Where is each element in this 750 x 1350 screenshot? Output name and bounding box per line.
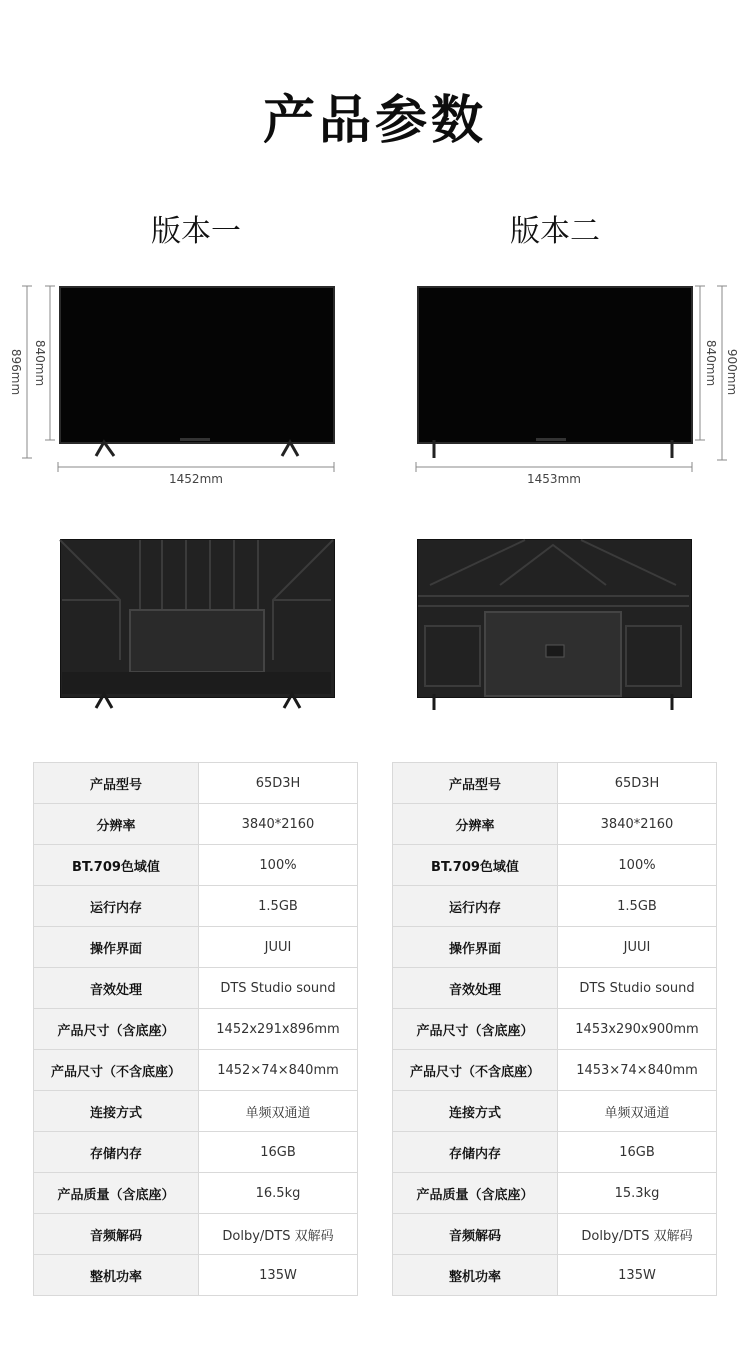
spec-value: 1.5GB <box>199 886 358 927</box>
spec-value: 16.5kg <box>199 1173 358 1214</box>
table-row <box>393 1009 717 1050</box>
table-row <box>34 1214 358 1255</box>
spec-value: 1.5GB <box>558 886 717 927</box>
tv2-width-label: 1453mm <box>527 472 581 486</box>
spec-label: 音效处理 <box>393 968 558 1009</box>
spec-value: 100% <box>558 845 717 886</box>
table-row <box>34 804 358 845</box>
table-row <box>34 1050 358 1091</box>
spec-label: 连接方式 <box>393 1091 558 1132</box>
version-two-title: 版本二 <box>510 214 600 249</box>
spec-label: BT.709色域值 <box>34 845 199 886</box>
table-row <box>34 968 358 1009</box>
spec-label: 存储内存 <box>34 1132 199 1173</box>
table-row <box>393 886 717 927</box>
spec-label: 整机功率 <box>34 1255 199 1296</box>
page-title: 产品参数 <box>262 91 487 151</box>
tv1-height-screen: 840mm <box>33 339 47 387</box>
spec-value: 65D3H <box>199 763 358 804</box>
spec-value: 135W <box>199 1255 358 1296</box>
table-row <box>393 968 717 1009</box>
spec-label: 音频解码 <box>393 1214 558 1255</box>
table-row <box>393 804 717 845</box>
spec-value: 65D3H <box>558 763 717 804</box>
spec-label: 运行内存 <box>34 886 199 927</box>
tv2-height-with-stand: 900mm <box>725 348 739 396</box>
spec-value: DTS Studio sound <box>558 968 717 1009</box>
spec-label: 音频解码 <box>34 1214 199 1255</box>
spec-label: 连接方式 <box>34 1091 199 1132</box>
spec-label: 产品型号 <box>34 763 199 804</box>
spec-value: 单频双通道 <box>558 1091 717 1132</box>
table-row <box>34 1091 358 1132</box>
spec-value: 16GB <box>558 1132 717 1173</box>
spec-label: 操作界面 <box>34 927 199 968</box>
spec-label: 分辨率 <box>393 804 558 845</box>
spec-label: 存储内存 <box>393 1132 558 1173</box>
spec-label: 产品尺寸（不含底座） <box>393 1050 558 1091</box>
spec-value: JUUI <box>558 927 717 968</box>
table-row <box>393 1091 717 1132</box>
table-row <box>393 845 717 886</box>
table-row <box>34 1009 358 1050</box>
table-row <box>393 1050 717 1091</box>
spec-value: DTS Studio sound <box>199 968 358 1009</box>
spec-value: 15.3kg <box>558 1173 717 1214</box>
table-row <box>393 763 717 804</box>
table-row <box>34 1255 358 1296</box>
spec-label: 运行内存 <box>393 886 558 927</box>
table-row <box>393 927 717 968</box>
spec-label: 产品尺寸（含底座） <box>34 1009 199 1050</box>
spec-value: JUUI <box>199 927 358 968</box>
spec-value: 1452×74×840mm <box>199 1050 358 1091</box>
spec-label: 产品尺寸（不含底座） <box>34 1050 199 1091</box>
spec-label: 产品质量（含底座） <box>34 1173 199 1214</box>
spec-label: 产品型号 <box>393 763 558 804</box>
tv1-height-with-stand: 896mm <box>9 348 23 396</box>
table-row <box>34 845 358 886</box>
table-row <box>34 1132 358 1173</box>
spec-value: 1453×74×840mm <box>558 1050 717 1091</box>
version-one-title: 版本一 <box>151 214 241 249</box>
spec-label: 分辨率 <box>34 804 199 845</box>
spec-label: 音效处理 <box>34 968 199 1009</box>
spec-value: 1453x290x900mm <box>558 1009 717 1050</box>
spec-label: 操作界面 <box>393 927 558 968</box>
table-row <box>34 886 358 927</box>
tv1-width-label: 1452mm <box>169 472 223 486</box>
spec-label: 产品尺寸（含底座） <box>393 1009 558 1050</box>
spec-value: Dolby/DTS 双解码 <box>199 1214 358 1255</box>
table-row <box>393 1173 717 1214</box>
spec-value: Dolby/DTS 双解码 <box>558 1214 717 1255</box>
spec-value: 1452x291x896mm <box>199 1009 358 1050</box>
spec-value: 单频双通道 <box>199 1091 358 1132</box>
spec-label: 产品质量（含底座） <box>393 1173 558 1214</box>
spec-label: 整机功率 <box>393 1255 558 1296</box>
spec-label: BT.709色域值 <box>393 845 558 886</box>
spec-value: 135W <box>558 1255 717 1296</box>
table-row <box>393 1255 717 1296</box>
spec-value: 3840*2160 <box>558 804 717 845</box>
table-row <box>34 763 358 804</box>
spec-value: 16GB <box>199 1132 358 1173</box>
table-row <box>34 1173 358 1214</box>
spec-table-version-one <box>33 762 358 1296</box>
table-row <box>393 1132 717 1173</box>
tv2-height-screen: 840mm <box>704 339 718 387</box>
spec-value: 100% <box>199 845 358 886</box>
table-row <box>34 927 358 968</box>
table-row <box>393 1214 717 1255</box>
spec-table-version-two <box>392 762 717 1296</box>
spec-value: 3840*2160 <box>199 804 358 845</box>
